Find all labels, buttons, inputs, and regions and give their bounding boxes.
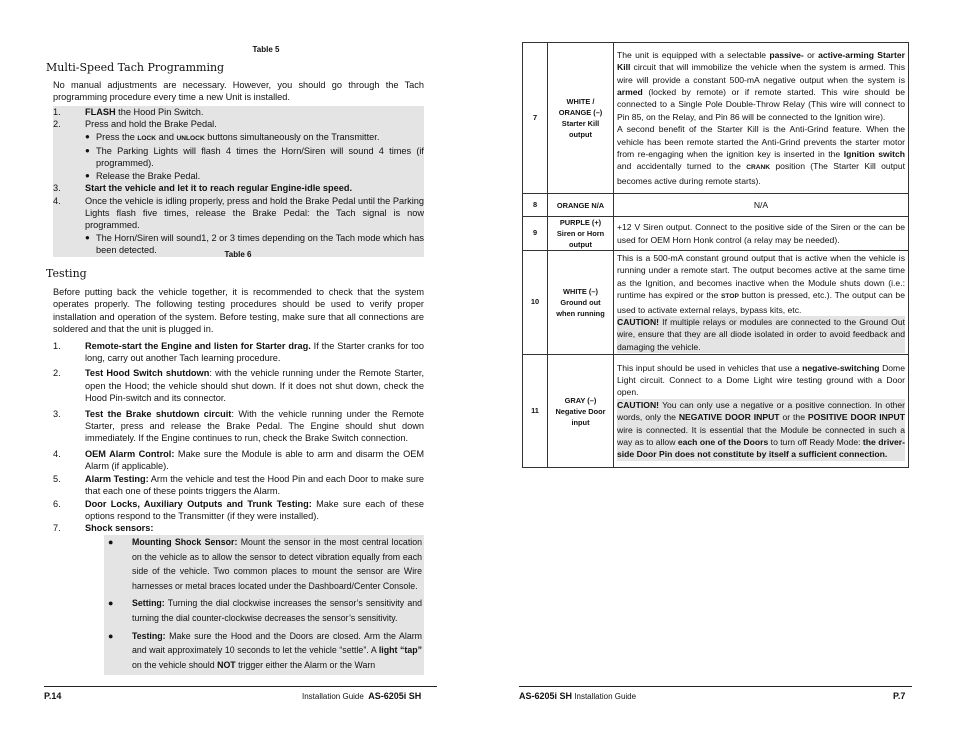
desc-text: You can only use a negative or a positive connection. In other words, only the: [617, 399, 905, 423]
desc-bold: armed: [617, 86, 643, 97]
testing-heading: Testing: [46, 267, 87, 280]
test-text: Make sure the Module is able to arm and disarm the OEM Alarm (if applicable).: [85, 448, 425, 472]
shock-emphasis: light “tap”: [378, 645, 422, 656]
model-label: AS-6205i SH: [519, 691, 573, 701]
table-row: [523, 355, 909, 468]
bullet-icon: ●: [108, 598, 114, 609]
desc-text: circuit that will immobilize the vehicle when the system is armed. This wire will provide a constant 500-mA negative output when the system is: [617, 62, 905, 85]
pin-number: 11: [523, 355, 548, 468]
test-title: Shock sensors:: [85, 523, 154, 534]
shock-sensor-box: [104, 535, 424, 675]
bullet-icon: ●: [85, 146, 90, 156]
wire-name: WHITE (–) Ground out when running: [548, 251, 614, 355]
unlock-word: UNLOCK: [176, 134, 205, 142]
step-text: Once the vehicle is idling properly, press and hold the Brake Pedal until the Parking Lights flash five times, release the Brake Pedal: the Tach signal is now programmed.: [85, 195, 424, 231]
stop-word: STOP: [721, 293, 739, 301]
bullet-icon: ●: [85, 131, 90, 141]
bullet-text: Release the Brake Pedal.: [96, 170, 201, 181]
step-number: 6.: [53, 498, 61, 509]
bullet-icon: ●: [108, 537, 114, 547]
pin-number: 8: [523, 194, 548, 217]
testing-section: [53, 286, 424, 535]
shock-title: Setting:: [132, 598, 165, 609]
desc-bold: Ignition switch: [843, 149, 905, 160]
shock-item-setting: [108, 596, 422, 625]
footer-page-number: [44, 690, 61, 703]
wire-name: WHITE / ORANGE (–) Starter Kill output: [548, 43, 614, 194]
model-label: AS-6205i SH: [368, 691, 422, 701]
bullet-icon: ●: [108, 630, 114, 641]
wire-description: [614, 251, 909, 355]
test-text: Make sure each of these options respond to the Transmitter (if they were installed).: [85, 498, 424, 521]
desc-bold: negative-switching: [802, 362, 880, 373]
test-text: : with the vehicle running under the Remote Starter, open the Hood; the vehicle should shut down. If it does not shut down, check the Hood Pin-switch and its connector.: [85, 368, 424, 404]
step-number: 3.: [53, 183, 61, 194]
test-title: Remote-start the Engine and listen for Starter drag.: [85, 340, 311, 351]
desc-text: or: [803, 49, 819, 60]
footer-guide-right: [519, 690, 636, 703]
desc-text: and accidentally turned to the: [617, 161, 747, 172]
bullet-text: and: [156, 131, 177, 142]
caution-label: CAUTION!: [617, 399, 660, 410]
shock-title: Testing:: [132, 630, 166, 641]
desc-text: position (The Starter Kill output becomes active during remote starts).: [617, 161, 905, 186]
footer-guide: [302, 690, 421, 703]
caution-label: CAUTION!: [617, 317, 660, 328]
step-number: 4.: [53, 448, 61, 459]
bullet-icon: ●: [85, 170, 90, 180]
tach-step-4: [53, 195, 424, 232]
desc-bold: each one of the Doors: [677, 437, 769, 448]
tach-steps: [53, 106, 424, 257]
page-number: P.7: [893, 691, 906, 701]
footer-divider: [44, 686, 437, 687]
pin-number: 7: [523, 43, 548, 194]
desc-text: A second benefit of the Starter Kill is the Anti-Grind feature. When the vehicle has been remote started the Anti-Grind prevents the starter motor from re-engaging when the ignition key is inserted in the: [617, 124, 905, 160]
desc-bold: the driver-side Door Pin does not constitute by itself a sufficient connection.: [617, 437, 905, 460]
test-item-4: [53, 448, 424, 473]
bullet-text: Press the: [96, 131, 138, 142]
shock-title: Mounting Shock Sensor:: [132, 537, 238, 547]
pin-number: 9: [523, 217, 548, 251]
tach-bullet-b: [53, 145, 424, 170]
shock-text: Make sure the Hood and the Doors are closed. Arm the Alarm and wait approximately 10 seconds to let the vehicle “settle”. A: [132, 630, 422, 656]
step-text: Start the vehicle and let it to reach regular Engine-idle speed.: [85, 183, 353, 194]
guide-label: Installation Guide: [574, 692, 637, 701]
desc-text: wire is connected. It is essential that the Module be connected in such a way as to allow: [617, 424, 905, 448]
table-row: [523, 43, 909, 194]
test-title: Alarm Testing:: [85, 473, 149, 484]
step-number: 2.: [53, 368, 61, 379]
step-number: 2.: [53, 119, 61, 130]
test-title: Door Locks, Auxiliary Outputs and Trunk Testing:: [85, 498, 312, 509]
step-number: 1.: [53, 106, 61, 117]
shock-text: on the vehicle should: [132, 659, 218, 670]
step-text: the Hood Pin Switch.: [115, 106, 204, 117]
bullet-text: The Parking Lights will flash 4 times the Horn/Siren will sound 4 times (if programmed).: [96, 146, 424, 169]
tach-bullet-a: [53, 131, 424, 145]
test-item-6: [53, 498, 424, 523]
wire-description: N/A: [614, 194, 909, 217]
test-text: Arm the vehicle and test the Hood Pin and each Door to make sure that each one of these points triggers the Alarm.: [85, 473, 425, 497]
tach-step-2: [53, 118, 424, 130]
test-item-5: [53, 473, 424, 498]
desc-text: This is a 500-mA constant ground output that is active when the vehicle is running under a remote start. The output becomes active at the same time as the Ignition, and becomes inactive when the Module shuts down (i.e.: runtime has expired or the: [617, 253, 905, 301]
desc-bold: NEGATIVE DOOR INPUT: [678, 412, 780, 423]
tach-step-1: [53, 106, 424, 118]
bullet-text: buttons simultaneously on the Transmitter.: [204, 131, 380, 142]
wire-name: GRAY (–) Negative Door input: [548, 355, 614, 468]
desc-text: or the: [779, 412, 808, 423]
desc-text: button is pressed, etc.). The output can be used to activate external relays, bypass kits, etc.: [617, 290, 905, 315]
desc-text: to turn off Ready Mode:: [768, 437, 863, 448]
test-title: Test the Brake shutdown circuit: [85, 408, 232, 419]
test-item-1: [53, 340, 424, 365]
desc-text: This input should be used in vehicles that use a: [617, 362, 803, 373]
shock-text: trigger either the Alarm or the Warn: [235, 659, 376, 670]
bullet-icon: ●: [85, 232, 90, 242]
crank-word: CRANK: [746, 164, 771, 172]
footer-divider: [519, 686, 912, 687]
table-row: [523, 194, 909, 217]
table5-caption: Table 5: [252, 45, 280, 54]
shock-item-mounting: [108, 535, 423, 593]
table6-caption: Table 6: [224, 250, 252, 259]
shock-text: Turning the dial clockwise increases the sensor’s sensitivity and turning the dial counter-clockwise decreases the sensor’s sensitivity.: [132, 598, 422, 623]
desc-text: (locked by remote) or if remote started. This wire should be connected to a Single Pole Double-Throw Relay (This wire will connect to Pin 85, on the Relay, and Pin 86 will be connected to the Ignition wire).: [617, 86, 905, 122]
desc-text: The unit is equipped with a selectable: [617, 49, 770, 60]
shock-text: Mount the sensor in the most central location on the vehicle as to allow the sensor to detect vibration equally from each side of the vehicle. Two common places to mount the sensor are Wire harnesses or metal braces located under the Dashboard/Center Console.: [132, 537, 423, 591]
wire-pin-table: [522, 42, 909, 468]
step-bold: FLASH: [85, 106, 116, 117]
wire-name: PURPLE (+) Siren or Horn output: [548, 217, 614, 251]
wire-description: [614, 355, 909, 468]
test-title: OEM Alarm Control:: [85, 448, 175, 459]
test-item-3: [53, 408, 424, 445]
desc-bold: active-arming Starter Kill: [617, 49, 905, 73]
shock-item-testing: [108, 629, 422, 673]
guide-label: Installation Guide: [302, 692, 364, 701]
table-row: [523, 251, 909, 355]
step-number: 1.: [53, 340, 61, 351]
tach-step-3: [53, 182, 424, 194]
tach-heading: Multi-Speed Tach Programming: [46, 61, 225, 74]
table-row: [523, 217, 909, 251]
shock-emphasis: NOT: [217, 659, 236, 670]
wire-description: [614, 43, 909, 194]
wire-name: ORANGE N/A: [548, 194, 614, 217]
footer-page-number-right: [893, 690, 905, 703]
test-item-7: [53, 522, 424, 534]
bullet-text: The Horn/Siren will sound1, 2 or 3 times depending on the Tach mode which has been detected.: [96, 232, 424, 256]
desc-bold: passive-: [769, 49, 804, 60]
desc-text: Dome Light circuit. Connect to a Dome Light wire testing ground with a Door open.: [617, 362, 905, 398]
tach-intro: No manual adjustments are necessary. However, you should go through the Tach programming procedure every time a new Unit is installed.: [53, 80, 424, 103]
testing-intro: Before putting back the vehicle together, it is recommended to check that the system operates properly. The following testing procedures should be used to verify proper installation and operation of the system. Before testing, make sure that all connections are soldered and that the unit is plugged in.: [53, 287, 424, 335]
test-item-2: [53, 367, 424, 404]
page-number: P.14: [44, 691, 62, 701]
tach-section: [53, 79, 424, 257]
step-number: 4.: [53, 195, 61, 206]
desc-text: If multiple relays or modules are connected to the Ground Out wire, ensure that they are all diode isolated in order to avoid feedback and damaging the vehicle.: [617, 317, 905, 352]
wire-description: +12 V Siren output. Connect to the positive side of the Siren or the can be used for OEM Horn Honk control (a relay may be needed).: [614, 217, 909, 251]
step-number: 7.: [53, 523, 61, 534]
pin-number: 10: [523, 251, 548, 355]
step-number: 5.: [53, 473, 61, 484]
lock-word: LOCK: [137, 134, 157, 142]
tach-bullet-c: [53, 170, 424, 182]
desc-bold: POSITIVE DOOR INPUT: [807, 412, 905, 423]
test-text: : With the vehicle running under the Remote Starter, press and release the Brake Pedal. The Engine should shut down immediately. If the Engine continues to run, check the Brake Switch connection.: [85, 408, 424, 444]
step-number: 3.: [53, 408, 61, 419]
test-title: Test Hood Switch shutdown: [85, 368, 210, 379]
step-text: Press and hold the Brake Pedal.: [85, 119, 217, 130]
test-text: If the Starter cranks for too long, carry out another Tach learning procedure.: [85, 340, 424, 364]
